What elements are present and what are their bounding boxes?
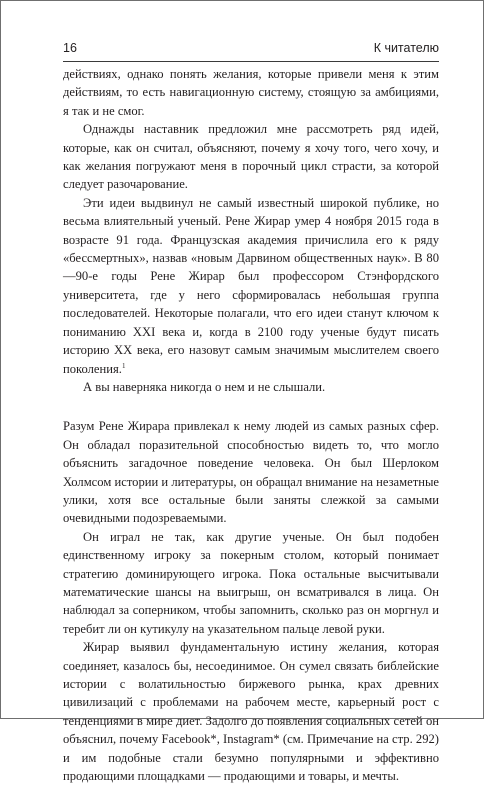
paragraph-continuation: действиях, однако понять желания, которые привели меня к этим действиям, то есть навигационную систему, стоящую за амбициями, я так и не смог. (63, 67, 439, 118)
header-rule (63, 61, 439, 62)
running-title: К читателю (373, 41, 439, 55)
page-number: 16 (63, 41, 77, 55)
paragraph-girard-mind: Разум Рене Жирара привлекал к нему людей из самых разных сфер. Он обладал поразительной способностью видеть то, что могло объяснить загадочное поведение человека. Он был Шерлоком Холмсом истории и литературы, он обращал внимание на незаметные улики, хотя все остальные были заняты слежкой за самыми очевидными подозреваемыми. (63, 419, 439, 526)
body-text (63, 65, 439, 785)
paragraph-poker: Он играл не так, как другие ученые. Он был подобен единственному игроку за покерным столом, который понимает стратегию доминирующего игрока. Пока остальные высчитывали математические шансы на выигрыш, он всматривался в лица. Он наблюдал за соперником, чтобы запомнить, сколько раз он моргнул и теребит ли он кутикулу на указательном пальце левой руки. (63, 529, 439, 636)
paragraph-girard-intro-text: Эти идеи выдвинул не самый известный широкой публике, но весьма влиятельный ученый. Рене Жирар умер 4 ноября 2015 года в возрасте 91 года. Французская академия причислила его к ряду «бессмертных», назвав «новым Дарвином общественных наук». В 80—90-е годы Рене Жирар был профессором Стэнфордского университета, где у него сформировалась небольшая группа последователей. Некоторые полагали, что его идеи станут ключом к пониманию XXI века и, когда в 2100 году ученые будут писать историю XX века, его назовут самым значимым мыслителем своего поколения. (63, 195, 439, 376)
paragraph-girard-intro (63, 194, 439, 378)
paragraph-mentor: Однажды наставник предложил мне рассмотреть ряд идей, которые, как он считал, объясняют, почему я хочу того, чего хочу, и как желания погружают меня в порочный цикл страсти, за которой следует разочарование. (63, 122, 439, 192)
paragraph-never-heard: А вы наверняка никогда о нем и не слышали. (83, 379, 326, 394)
footnote-marker: 1 (121, 361, 126, 370)
page-header (63, 41, 439, 59)
paragraph-truth-of-desire: Жирар выявил фундаментальную истину желания, которая соединяет, казалось бы, несоединимое. Он сумел связать библейские истории с волатильностью биржевого рынка, крах древних цивилизаций с проблемами на рабочем месте, карьерный рост с тенденциями в мире диет. Задолго до появления социальных сетей он объяснил, почему Facebook*, Instagram* (см. Примечание на стр. 292) и им подобные стали безумно популярными и эффективно продающими площадками — продающими и товары, и мечты. (63, 640, 439, 784)
